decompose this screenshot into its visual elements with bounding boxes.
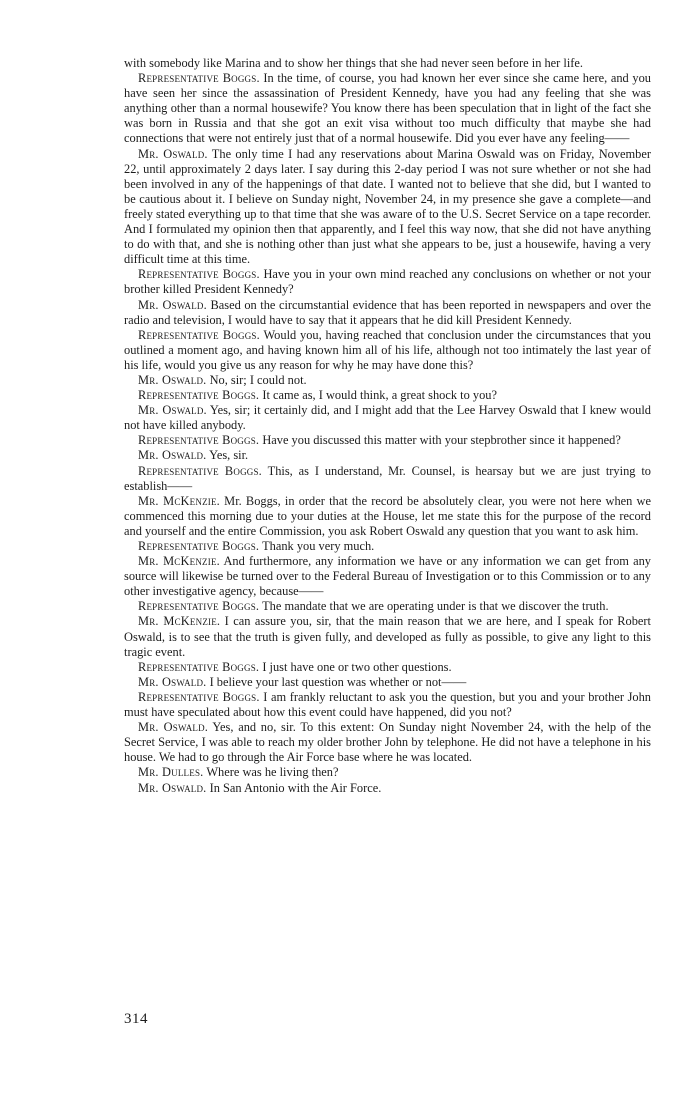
paragraph-text: Yes, sir; it certainly did, and I might add that the Lee Harvey Oswald that I knew would not have killed anybody.: [124, 403, 651, 433]
transcript-paragraph: [124, 781, 651, 796]
paragraph-text: In San Antonio with the Air Force.: [206, 780, 382, 795]
transcript-paragraph: [124, 388, 651, 403]
speaker-name: Representative Boggs.: [138, 327, 260, 342]
transcript-paragraph: [124, 599, 651, 614]
paragraph-text: And furthermore, any information we have or any information we can get from any source will likewise be turned over to the Federal Bureau of Investigation or to this Commission or to any other investigative agency, because——: [124, 554, 651, 599]
speaker-name: Mr. Oswald.: [138, 720, 209, 735]
transcript-paragraph: [124, 720, 651, 765]
transcript-paragraph: [124, 539, 651, 554]
transcript-paragraph: [124, 660, 651, 675]
transcript-paragraph: [124, 554, 651, 599]
transcript-paragraph: [124, 464, 651, 494]
paragraph-text: No, sir; I could not.: [206, 372, 307, 387]
transcript-paragraph: [124, 328, 651, 373]
paragraph-text: The only time I had any reservations about Marina Oswald was on Friday, November 22, until approximately 2 days later. I say during this 2-day period I was not sure whether or not she had been involved in any of the happenings of that date. I wanted not to believe that she did, but I wanted to be cautious about it. I believe on Sunday night, November 24, in my presence she gave a complete—and freely stated everything up to that time that she was aware of to the U.S. Secret Service on a tape recorder. And I formulated my opinion then that apparently, and I feel this way now, that she did not have anything to do with that, and she is nothing other than just what she appears to be, just a housewife, having a very difficult time at this time.: [124, 146, 651, 267]
speaker-name: Mr. McKenzie.: [138, 614, 221, 629]
page-number: 314: [124, 1011, 148, 1027]
speaker-name: Representative Boggs.: [138, 463, 262, 478]
paragraph-text: Have you in your own mind reached any conclusions on whether or not your brother killed President Kennedy?: [124, 267, 651, 297]
transcript-paragraph: [124, 298, 651, 328]
transcript-paragraph: [124, 56, 651, 71]
paragraph-text: Thank you very much.: [259, 539, 375, 553]
transcript-paragraph: [124, 267, 651, 297]
speaker-name: Mr. Oswald.: [138, 297, 207, 312]
speaker-name: Representative Boggs.: [138, 433, 260, 448]
paragraph-text: In the time, of course, you had known her ever since she came here, and you have seen her since the assassination of President Kennedy, have you had any feeling that she was anything other than a normal housewife? You know there has been speculation that in light of the fact she was born in Russia and that she got an exit visa without too much difficulty that maybe she had connections that were not entirely just that of a normal housewife. Did you ever have any feeling——: [124, 71, 651, 146]
paragraph-text: Where was he living then?: [203, 765, 339, 780]
paragraph-text: This, as I understand, Mr. Counsel, is hearsay but we are just trying to establish——: [124, 463, 651, 493]
paragraph-text: Based on the circumstantial evidence that has been reported in newspapers and over the radio and television, I would have to say that it appears that he did kill President Kennedy.: [124, 297, 651, 327]
paragraph-text: It came as, I would think, a great shock to you?: [259, 388, 497, 403]
paragraph-text: Would you, having reached that conclusion under the circumstances that you outlined a moment ago, and having known him all of his life, although not too intimately the last year of his life, would you give us any reason for why he may have done this?: [124, 327, 651, 372]
speaker-name: Representative Boggs.: [138, 689, 260, 704]
speaker-name: Representative Boggs.: [138, 388, 260, 403]
speaker-name: Representative Boggs.: [138, 659, 260, 674]
speaker-name: Mr. McKenzie.: [138, 554, 220, 569]
transcript-paragraph: [124, 614, 651, 659]
transcript-body: [124, 56, 651, 796]
paragraph-text: I believe your last question was whether or not——: [206, 674, 467, 689]
speaker-name: Mr. Oswald.: [138, 403, 207, 418]
paragraph-text: Yes, and no, sir. To this extent: On Sunday night November 24, with the help of the Secret Service, I was able to reach my older brother John by telephone. He did not have a telephone in his house. We had to go through the Air Force base where he was located.: [124, 720, 651, 765]
paragraph-text: I just have one or two other questions.: [259, 659, 452, 674]
speaker-name: Mr. Oswald.: [138, 448, 207, 463]
paragraph-text: I can assure you, sir, that the main reason that we are here, and I speak for Robert Oswald, is to see that the truth is given fully, and developed as fully as possible, to give any light to this tragic event.: [124, 614, 651, 659]
speaker-name: Mr. McKenzie.: [138, 493, 220, 508]
transcript-paragraph: [124, 675, 651, 690]
paragraph-text: Mr. Boggs, in order that the record be absolutely clear, you were not here when we commenced this morning due to your duties at the House, let me state this for the purpose of the record and yourself and the entire Commission, you ask Robert Oswald any question that you want to ask him.: [124, 493, 652, 538]
speaker-name: Mr. Oswald.: [138, 146, 208, 161]
transcript-paragraph: [124, 494, 651, 539]
speaker-name: Mr. Oswald.: [138, 372, 207, 387]
paragraph-text: Yes, sir.: [206, 448, 249, 463]
paragraph-text: The mandate that we are operating under is that we discover the truth.: [259, 599, 609, 614]
speaker-name: Mr. Oswald.: [138, 780, 207, 795]
transcript-paragraph: [124, 147, 651, 268]
transcript-paragraph: [124, 71, 651, 146]
speaker-name: Representative Boggs.: [138, 71, 260, 86]
speaker-name: Representative Boggs.: [138, 267, 260, 282]
speaker-name: Representative Boggs.: [138, 539, 260, 553]
paragraph-text: Have you discussed this matter with your stepbrother since it happened?: [259, 433, 621, 448]
transcript-paragraph: [124, 433, 651, 448]
transcript-paragraph: [124, 765, 651, 780]
speaker-name: Mr. Dulles.: [138, 765, 204, 780]
transcript-paragraph: [124, 373, 651, 388]
speaker-name: Mr. Oswald.: [138, 674, 207, 689]
transcript-paragraph: [124, 448, 651, 463]
transcript-paragraph: [124, 690, 651, 720]
speaker-name: Representative Boggs.: [138, 599, 260, 614]
document-page: [124, 56, 651, 796]
paragraph-text: I am frankly reluctant to ask you the question, but you and your brother John must have speculated about how this event could have happened, did you not?: [124, 689, 651, 720]
paragraph-text: with somebody like Marina and to show her things that she had never seen before in her life.: [124, 56, 584, 70]
transcript-paragraph: [124, 403, 651, 433]
